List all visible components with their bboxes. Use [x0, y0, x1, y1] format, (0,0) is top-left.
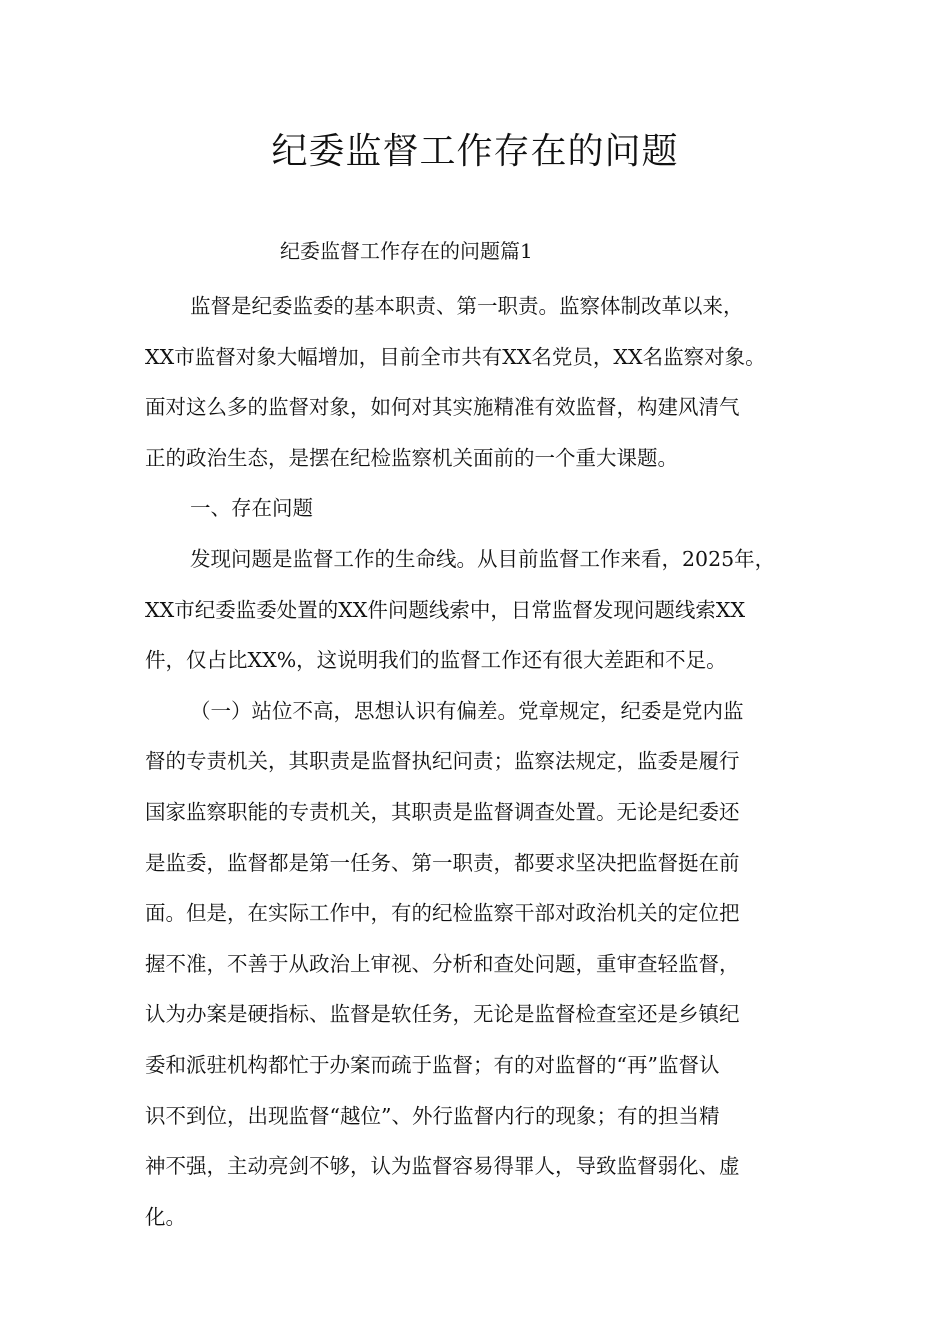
text-line: 化。: [145, 1204, 186, 1229]
text-line: 督的专责机关，其职责是监督执纪问责；监察法规定，监委是履行: [145, 749, 740, 774]
text-line: 是监委，监督都是第一任务、第一职责，都要求坚决把监督挺在前: [145, 850, 740, 875]
text-line: 面对这么多的监督对象，如何对其实施精准有效监督，构建风清气: [145, 395, 740, 420]
text-line: （一）站位不高，思想认识有偏差。党章规定，纪委是党内监: [190, 698, 744, 723]
document-title: 纪委监督工作存在的问题: [271, 131, 679, 172]
text-line: XX市纪委监委处置的XX件问题线索中，日常监督发现问题线索XX: [145, 597, 746, 622]
text-line: 委和派驻机构都忙于办案而疏于监督；有的对监督的“再”监督认: [145, 1052, 720, 1077]
text-line: 识不到位，出现监督“越位”、外行监督内行的现象；有的担当精: [145, 1103, 720, 1128]
text-line: 发现问题是监督工作的生命线。从目前监督工作来看，2025年，: [190, 546, 776, 571]
text-line: XX市监督对象大幅增加，目前全市共有XX名党员，XX名监察对象。: [145, 344, 766, 369]
text-line: 监督是纪委监委的基本职责、第一职责。监察体制改革以来，: [190, 294, 744, 318]
text-line: 国家监察职能的专责机关，其职责是监督调查处置。无论是纪委还: [145, 799, 740, 824]
text-line: 面。但是，在实际工作中，有的纪检监察干部对政治机关的定位把: [145, 901, 740, 926]
text-line: 握不准，不善于从政治上审视、分析和查处问题，重审查轻监督，: [145, 951, 740, 976]
document-subtitle: 纪委监督工作存在的问题篇1: [280, 239, 533, 263]
section-heading: 一、存在问题: [190, 496, 313, 521]
text-line: 认为办案是硬指标、监督是软任务，无论是监督检查室还是乡镇纪: [145, 1002, 740, 1027]
text-line: 神不强，主动亮剑不够，认为监督容易得罪人，导致监督弱化、虚: [145, 1154, 740, 1179]
document-body: [145, 281, 810, 1242]
text-line: 正的政治生态，是摆在纪检监察机关面前的一个重大课题。: [145, 445, 678, 470]
text-line: 件，仅占比XX%，这说明我们的监督工作还有很大差距和不足。: [145, 648, 727, 673]
